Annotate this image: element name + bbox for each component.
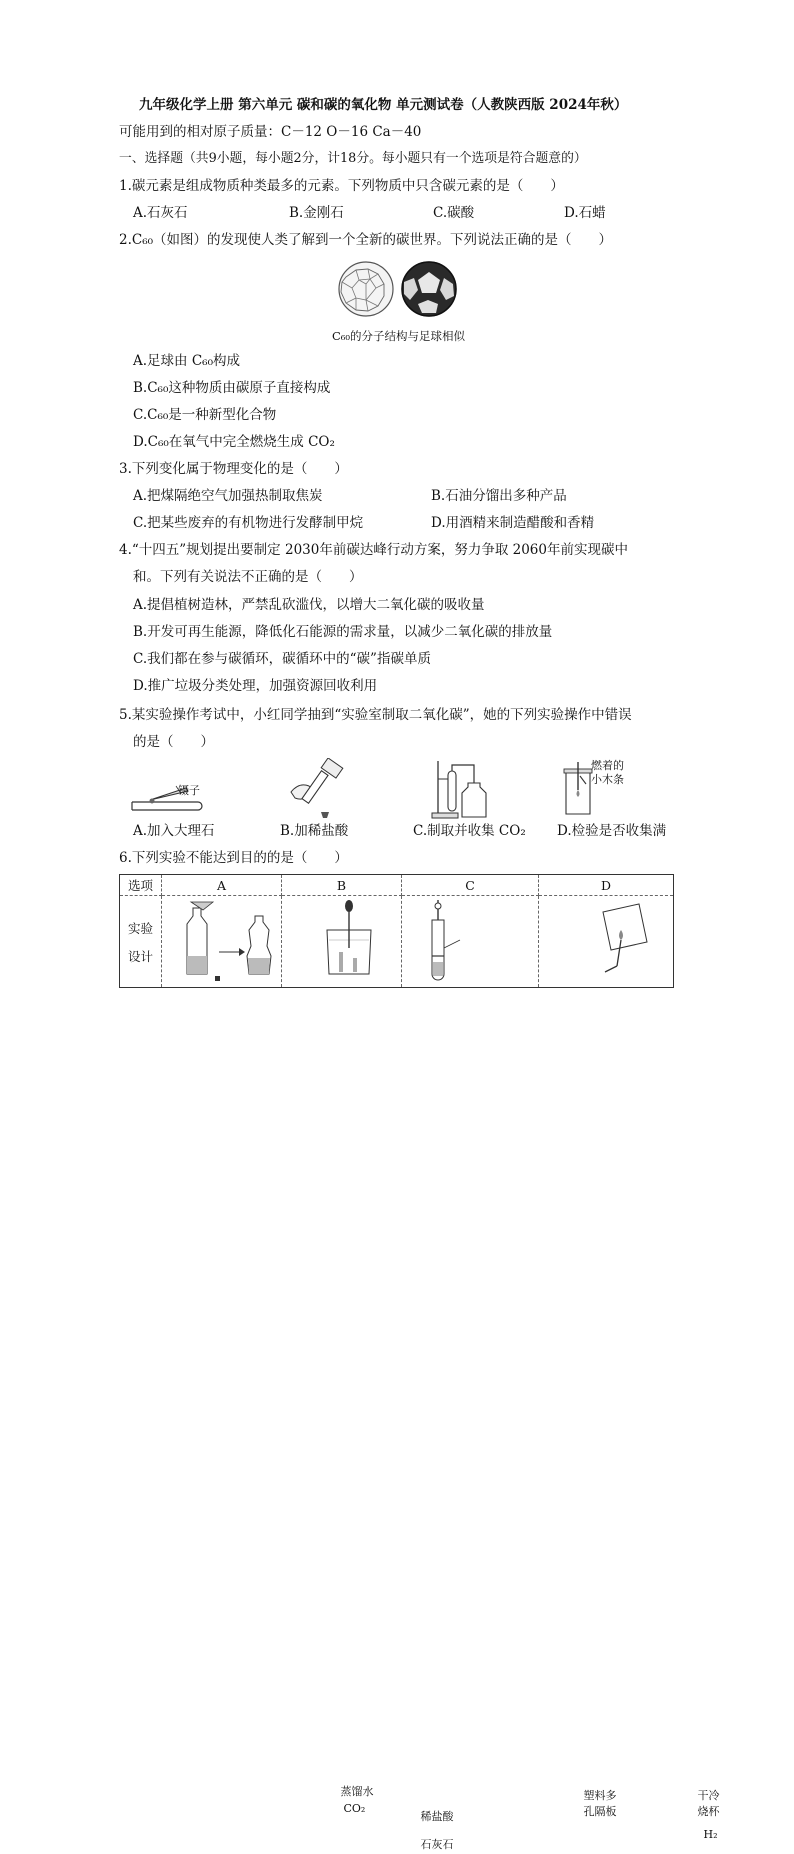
hcl-label: 稀盐酸 bbox=[420, 1809, 454, 1823]
c60-caption: C₆₀的分子结构与足球相似 bbox=[332, 329, 466, 343]
q4-option-c: C.我们都在参与碳循环，碳循环中的“碳”指碳单质 bbox=[133, 651, 431, 667]
row-label-line-2: 设计 bbox=[127, 948, 153, 964]
plastic-plate-label-2: 孔隔板 bbox=[583, 1804, 617, 1818]
q1-option-a: A.石灰石 bbox=[133, 205, 188, 221]
q1-option-c: C.碳酸 bbox=[433, 205, 475, 221]
question-6-stem: 6.下列实验不能达到目的的是（ ） bbox=[119, 850, 348, 866]
q3-option-c: C.把某些废弃的有机物进行发酵制甲烷 bbox=[133, 515, 364, 531]
experiment-table bbox=[119, 874, 720, 1851]
header-cell-d: D bbox=[539, 875, 674, 896]
question-3-stem: 3.下列变化属于物理变化的是（ ） bbox=[119, 461, 348, 477]
row-label-line-1: 实验 bbox=[127, 920, 153, 936]
co2-label: CO₂ bbox=[343, 1801, 366, 1815]
q4-option-b: B.开发可再生能源，降低化石能源的需求量，以减少二氧化碳的排放量 bbox=[133, 624, 553, 640]
plastic-bottle-icon bbox=[187, 908, 207, 974]
add-marble-figure bbox=[128, 760, 218, 818]
soccer-ball-icon bbox=[402, 262, 456, 316]
burning-stick-label-1: 燃着的 bbox=[591, 759, 624, 772]
stopcock-icon bbox=[435, 900, 441, 920]
design-b-figure bbox=[283, 896, 401, 984]
header-cell-option: 选项 bbox=[120, 875, 162, 896]
q5-option-c: C.制取并收集 CO₂ bbox=[413, 823, 526, 839]
question-2-stem: 2.C₆₀（如图）的发现使人类了解到一个全新的碳世界。下列说法正确的是（ ） bbox=[119, 232, 613, 248]
test-tube-horizontal-icon bbox=[132, 802, 202, 810]
question-5-stem-line-2: 的是（ ） bbox=[133, 734, 214, 750]
c60-molecule-icon bbox=[339, 262, 393, 316]
q2-option-c: C.C₆₀是一种新型化合物 bbox=[133, 407, 277, 423]
plastic-plate-label-1: 塑料多 bbox=[583, 1788, 617, 1802]
crushed-bottle-icon bbox=[247, 916, 271, 974]
q2-option-a: A.足球由 C₆₀构成 bbox=[133, 353, 240, 369]
design-c-figure bbox=[402, 896, 538, 984]
question-5-stem-line-1: 5.某实验操作考试中，小红同学抽到“实验室制取二氧化碳”，她的下列实验操作中错误 bbox=[119, 707, 632, 723]
inverted-beaker-icon bbox=[603, 904, 647, 950]
question-1-stem: 1.碳元素是组成物质种类最多的元素。下列物质中只含碳元素的是（ ） bbox=[119, 178, 564, 194]
h2-label: H₂ bbox=[703, 1827, 718, 1841]
cell-design-a bbox=[162, 896, 374, 1815]
q4-option-a: A.提倡植树造林，严禁乱砍滥伐，以增大二氧化碳的吸收量 bbox=[133, 597, 485, 613]
header-cell-a: A bbox=[162, 875, 282, 896]
cold-beaker-label-2: 烧杯 bbox=[697, 1804, 720, 1818]
add-acid-figure bbox=[285, 758, 355, 820]
test-tube-icon bbox=[448, 771, 456, 811]
page-title: 九年级化学上册 第六单元 碳和碳的氧化物 单元测试卷（人教陕西版 2024年秋） bbox=[139, 97, 628, 113]
header-cell-c: C bbox=[402, 875, 539, 896]
q5-option-d: D.检验是否收集满 bbox=[557, 823, 667, 839]
q1-option-d: D.石蜡 bbox=[564, 205, 606, 221]
collect-co2-figure bbox=[430, 757, 498, 821]
distilled-water-label: 蒸馏水 bbox=[340, 1784, 374, 1798]
question-4-stem-line-1: 4.“十四五”规划提出要制定 2030年前碳达峰行动方案，努力争取 2060年前实现碳中 bbox=[119, 542, 628, 558]
design-a-figure bbox=[163, 896, 281, 984]
question-4-stem-line-2: 和。下列有关说法不正确的是（ ） bbox=[133, 569, 363, 585]
q5-option-a: A.加入大理石 bbox=[133, 823, 215, 839]
large-test-tube-icon bbox=[432, 920, 444, 980]
design-d-figure bbox=[547, 896, 665, 984]
q5-option-b: B.加稀盐酸 bbox=[280, 823, 349, 839]
section-heading: 一、选择题（共9小题，每小题2分，计18分。每小题只有一个选项是符合题意的） bbox=[119, 151, 587, 166]
gas-bottle-icon bbox=[462, 783, 486, 817]
q4-option-d: D.推广垃圾分类处理，加强资源回收利用 bbox=[133, 678, 378, 694]
q3-option-d: D.用酒精来制造醋酸和香精 bbox=[431, 515, 595, 531]
q2-option-b: B.C₆₀这种物质由碳原子直接构成 bbox=[133, 380, 331, 396]
tweezers-label: 镊子 bbox=[178, 784, 200, 797]
arrow-icon bbox=[239, 948, 245, 956]
burning-stick-label-2: 小木条 bbox=[591, 773, 624, 786]
c60-figure bbox=[332, 260, 464, 320]
table-row bbox=[120, 896, 674, 988]
header-cell-b: B bbox=[282, 875, 402, 896]
q1-option-b: B.金刚石 bbox=[289, 205, 344, 221]
row-label-cell bbox=[120, 896, 162, 988]
table-header-row bbox=[120, 875, 674, 896]
atomic-mass-line: 可能用到的相对原子质量：C－12 O－16 Ca－40 bbox=[119, 124, 422, 140]
q3-option-a: A.把煤隔绝空气加强热制取焦炭 bbox=[133, 488, 323, 504]
stopper-icon bbox=[321, 812, 329, 818]
limestone-label: 石灰石 bbox=[420, 1837, 454, 1851]
hand-pouring-icon bbox=[291, 758, 343, 803]
q2-option-d: D.C₆₀在氧气中完全燃烧生成 CO₂ bbox=[133, 434, 335, 450]
q3-option-b: B.石油分馏出多种产品 bbox=[431, 488, 567, 504]
cold-beaker-label-1: 干冷 bbox=[697, 1788, 720, 1802]
